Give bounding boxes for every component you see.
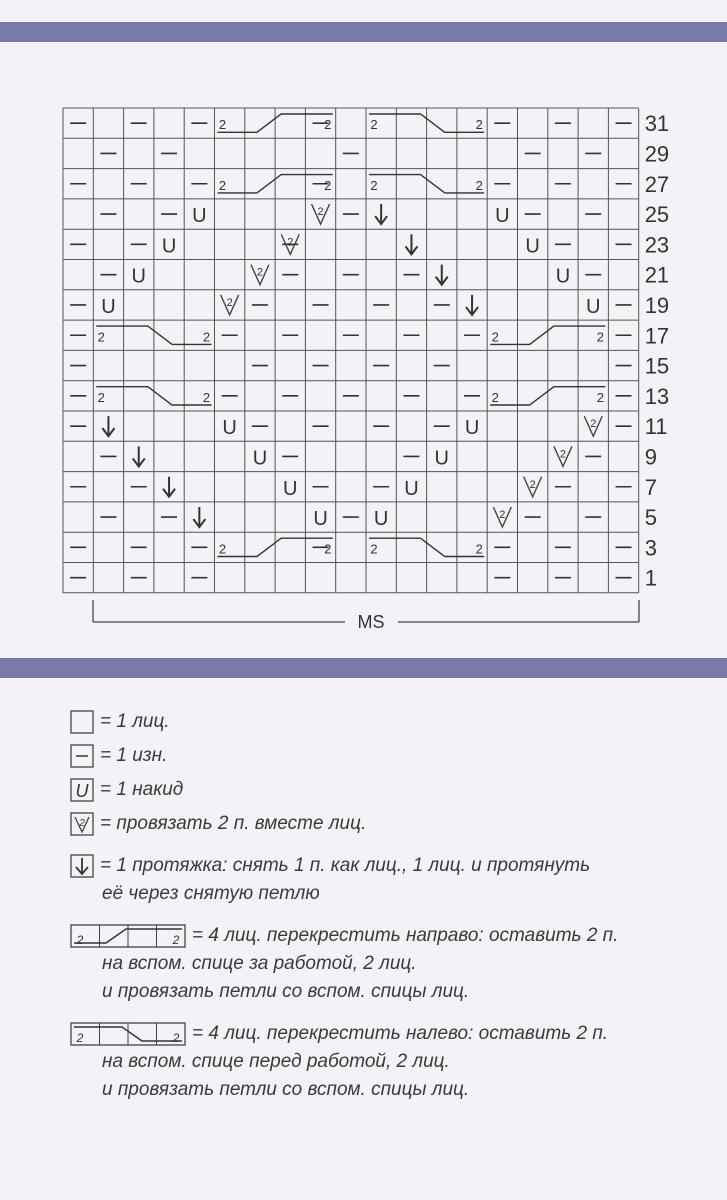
yarn-over-mark: U <box>434 447 449 470</box>
svg-text:2: 2 <box>324 541 332 557</box>
svg-text:2: 2 <box>491 329 499 345</box>
legend-cable-right-text-2: на вспом. спице за работой, 2 лиц. <box>102 953 417 974</box>
middle-band <box>0 658 727 678</box>
yarn-over-mark: U <box>404 477 419 500</box>
yarn-over-mark: U <box>192 205 207 228</box>
svg-text:2: 2 <box>172 932 180 947</box>
legend-skp <box>70 852 618 908</box>
svg-text:2: 2 <box>475 117 483 133</box>
svg-text:2: 2 <box>172 1030 180 1045</box>
ms-bracket <box>93 600 639 632</box>
k2tog-label: 2 <box>317 206 324 219</box>
legend-knit-text: = 1 лиц. <box>100 711 170 732</box>
purl-symbol-icon <box>70 744 94 768</box>
cable-left-icon <box>70 1022 186 1046</box>
yarn-over-mark: U <box>464 417 480 440</box>
row-number: 19 <box>644 292 670 318</box>
row-number: 9 <box>644 444 657 470</box>
legend-cable-left-text-1: = 4 лиц. перекрестить налево: оставить 2 п. <box>192 1023 609 1044</box>
k2tog-label: 2 <box>590 418 597 431</box>
cable-right-icon <box>70 924 186 948</box>
row-number: 21 <box>644 262 670 288</box>
legend-purl-text: = 1 изн. <box>100 745 168 766</box>
knit-symbol-icon <box>70 710 94 734</box>
yarn-over-mark: U <box>495 205 510 228</box>
row-number: 15 <box>644 353 670 379</box>
legend <box>70 708 618 1104</box>
row-number: 7 <box>644 474 657 500</box>
svg-text:2: 2 <box>475 541 483 557</box>
row-number: 23 <box>644 232 670 258</box>
svg-text:2: 2 <box>97 329 105 345</box>
legend-knit <box>70 708 618 736</box>
legend-cable-right-text-1: = 4 лиц. перекрестить направо: оставить 2 п. <box>192 925 619 946</box>
legend-yo <box>70 776 618 804</box>
svg-text:2: 2 <box>475 177 483 193</box>
svg-text:2: 2 <box>596 329 605 345</box>
yarn-over-mark: U <box>252 447 268 470</box>
svg-text:2: 2 <box>370 117 378 133</box>
legend-purl <box>70 742 618 770</box>
legend-k2tog-text: = провязать 2 п. вместе лиц. <box>100 813 367 834</box>
row-numbers <box>645 111 669 591</box>
yarn-over-mark: U <box>313 508 328 531</box>
k2tog-label: 2 <box>226 296 233 309</box>
svg-text:2: 2 <box>218 117 227 133</box>
row-number: 17 <box>644 323 670 349</box>
k2tog-label: 2 <box>559 448 567 461</box>
legend-cable-right-text-3: и провязать петли со вспом. спицы лиц. <box>102 981 470 1002</box>
legend-cable-left-text-2: на вспом. спице перед работой, 2 лиц. <box>102 1051 450 1072</box>
row-number: 29 <box>644 141 670 167</box>
row-number: 25 <box>644 202 670 228</box>
row-number: 1 <box>644 565 657 591</box>
yarn-over-mark: U <box>131 265 146 288</box>
yarn-over-mark: U <box>101 295 116 318</box>
yarn-over-icon <box>70 778 94 802</box>
legend-yo-text: = 1 накид <box>100 779 184 800</box>
yarn-over-mark: U <box>525 235 540 258</box>
svg-text:2: 2 <box>76 1030 84 1045</box>
yarn-over-mark: U <box>161 235 177 258</box>
chart-grid <box>63 108 639 593</box>
k2tog-icon <box>70 812 94 836</box>
svg-text:2: 2 <box>218 177 227 193</box>
svg-text:2: 2 <box>218 541 227 557</box>
svg-text:2: 2 <box>324 177 332 193</box>
row-number: 11 <box>644 414 668 440</box>
k2tog-label: 2 <box>287 236 294 249</box>
k2tog-label: 2 <box>529 478 536 491</box>
row-number: 5 <box>644 505 657 531</box>
legend-skp-text-1: = 1 протяжка: снять 1 п. как лиц., 1 лиц. и протянуть <box>100 855 591 876</box>
legend-cable-right <box>70 922 618 1006</box>
yarn-over-mark: U <box>555 265 571 288</box>
row-number: 27 <box>644 171 670 197</box>
svg-text:2: 2 <box>491 389 499 405</box>
svg-text:2: 2 <box>202 329 211 345</box>
yarn-over-mark: U <box>373 508 389 531</box>
svg-text:U: U <box>75 780 89 801</box>
yarn-over-mark: U <box>283 477 298 500</box>
slip-knit-pass-icon <box>70 854 94 878</box>
legend-k2tog <box>70 810 618 838</box>
legend-skp-text-2: её через снятую петлю <box>102 883 320 904</box>
svg-text:2: 2 <box>76 932 84 947</box>
yarn-over-mark: U <box>586 295 601 318</box>
k2tog-label: 2 <box>256 266 264 279</box>
ms-label: MS <box>357 612 385 632</box>
yarn-over-mark: U <box>222 417 237 440</box>
svg-text:2: 2 <box>79 817 85 829</box>
svg-text:2: 2 <box>97 389 105 405</box>
svg-text:2: 2 <box>202 389 211 405</box>
legend-cable-left <box>70 1020 618 1104</box>
row-number: 31 <box>644 111 670 137</box>
svg-text:2: 2 <box>370 177 378 193</box>
row-number: 13 <box>644 383 670 409</box>
row-number: 3 <box>644 535 657 561</box>
legend-cable-left-text-3: и провязать петли со вспом. спицы лиц. <box>102 1079 470 1100</box>
svg-text:2: 2 <box>370 541 378 557</box>
svg-text:2: 2 <box>596 389 605 405</box>
k2tog-label: 2 <box>499 509 506 522</box>
svg-text:2: 2 <box>324 117 332 133</box>
